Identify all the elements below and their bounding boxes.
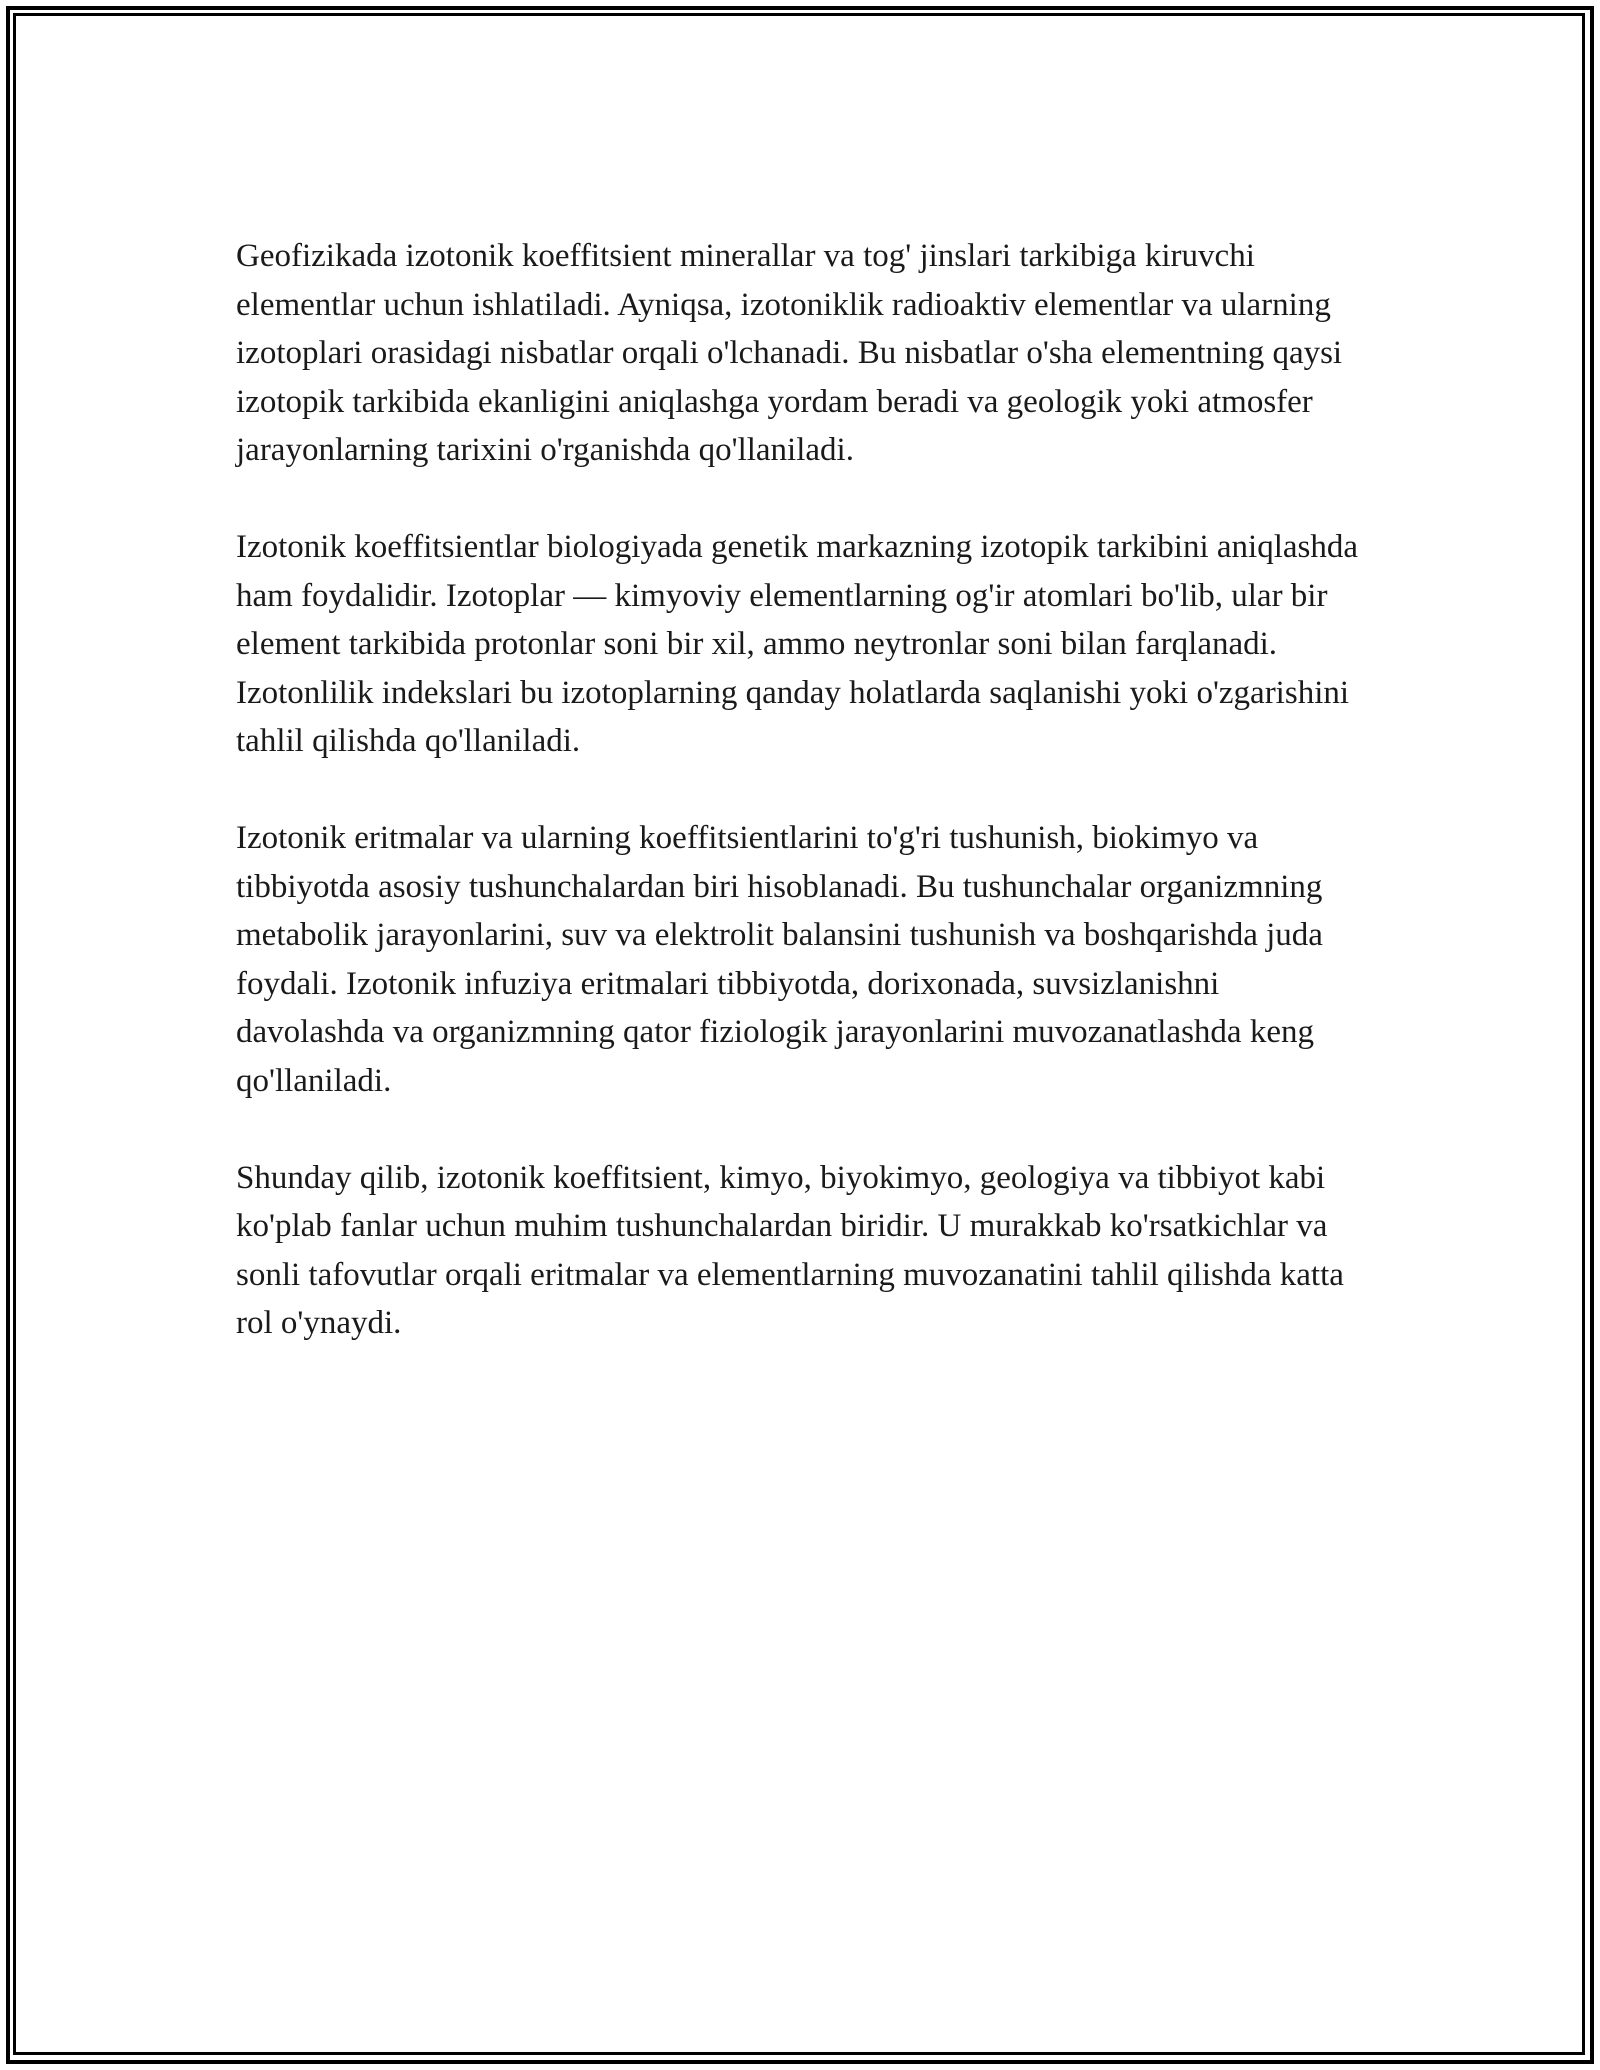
paragraph-3: Izotonik eritmalar va ularning koeffitsientlarini to'g'ri tushunish, biokimyo va tibbiyotda asosiy tushunchalardan biri hisoblanadi. Bu tushunchalar organizmning metabolik jarayonlarini, suv va elektrolit balansini tushunish va boshqarishda juda foydali. Izotonik infuziya eritmalari tibbiyotda, dorixonada, suvsizlanishni davolashda va organizmning qator fiziologik jarayonlarini muvozanatlashda keng qo'llaniladi. (236, 820, 1323, 1099)
document-body (236, 232, 1366, 1348)
paragraph-2: Izotonik koeffitsientlar biologiyada genetik markazning izotopik tarkibini aniqlashda ham foydalidir. Izotoplar — kimyoviy elementlarning og'ir atomlari bo'lib, ular bir element tarkibida protonlar soni bir xil, ammo neytronlar soni bilan farqlanadi. Izotonlilik indekslari bu izotoplarning qanday holatlarda saqlanishi yoki o'zgarishini tahlil qilishda qo'llaniladi. (236, 529, 1358, 759)
paragraph-4: Shunday qilib, izotonik koeffitsient, kimyo, biyokimyo, geologiya va tibbiyot kabi ko'plab fanlar uchun muhim tushunchalardan biridir. U murakkab ko'rsatkichlar va sonli tafovutlar orqali eritmalar va elementlarning muvozanatini tahlil qilishda katta rol o'ynaydi. (236, 1159, 1344, 1341)
paragraph-1: Geofizikada izotonik koeffitsient minerallar va tog' jinslari tarkibiga kiruvchi elementlar uchun ishlatiladi. Ayniqsa, izotoniklik radioaktiv elementlar va ularning izotoplari orasidagi nisbatlar orqali o'lchanadi. Bu nisbatlar o'sha elementning qaysi izotopik tarkibida ekanligini aniqlashga yordam beradi va geologik yoki atmosfer jarayonlarning tarixini o'rganishda qo'llaniladi. (236, 238, 1343, 468)
